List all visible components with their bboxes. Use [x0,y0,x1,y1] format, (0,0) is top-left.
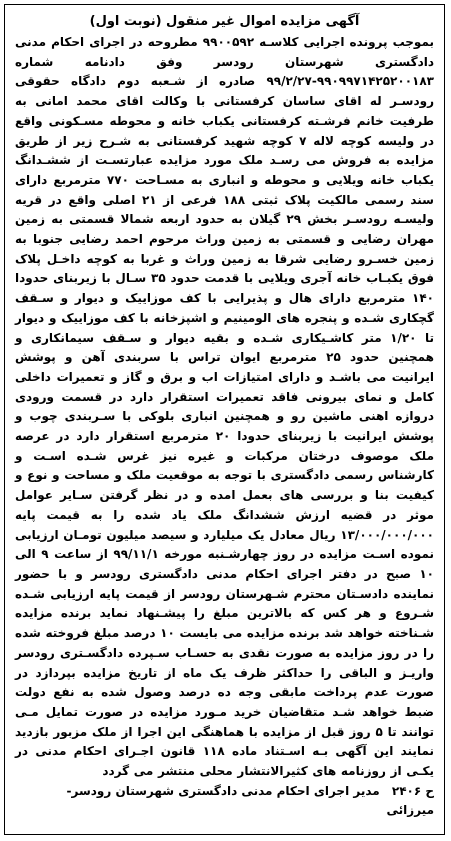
notice-title: آگهی مزایده اموال غیر منقول (نوبت اول) [89,14,360,29]
signature-text: مدیر اجرای احکام مدنی دادگستری شهرستان رودسر- میرزائی [66,783,434,818]
notice-body: بموجب پرونده اجرایی کلاسـه ۹۹۰۰۵۹۲ مطروحه در اجرای احکام مدنی دادگستری شهرستان رودسر وفق دادنامه شماره ۹۹۰۹۹۷۱۴۲۵۲۰۰۱۸۳-۹۹/۲/۲۷ صادره از شـعبه دوم دادگاه حقوقی رودسـر له اقای ساسان کرفستانی با وکالت اقای محمد امانی به طرفیت خانم فرشـته کرفستانی یکباب خانه و محوطه مسـکونی واقع در ولیسه کوچه لاله ۷ کوچه شهید کرفستانی به شـرح زیر از طریق مزایده به فروش می رسـد ملک مورد مزایده عبارتسـت از ششـدانگ یکباب خانه ویلایی و محوطه و انباری به مسـاحت ۷۷۰ مترمربع دارای سند رسمی مالکیت پلاک ثبتی ۱۸۸ فرعی از ۲۱ اصلی واقع در قریه ولیسـه رودسـر بخش ۲۹ گیلان به حدود اربعه شمالا قسمتی به زمین مهران رضایی و قسمتی به زمین وراث مرحوم احمد رضایی جنوبا به زمین خسـرو رضایی شرقا به زمین وراث و غربا به کوچه داخـل پلاک فوق یکبـاب خانه آجری ویلایی با قدمت حدود ۳۵ سـال با زیربنای حدودا ۱۴۰ مترمربع دارای هال و پذیرایی با کف موزاییک و دیوار و سـقف گچکاری شـده و پنجره های الومینیم و اشپزخانه با کف موزاییک و دیوار تا ۱/۲۰ متر کاشـیکاری شـده و بقیه دیوار و سـقف سیمانکاری و همچنین حدود ۲۵ مترمربع ایوان تراس با سربندی آهن و پوشش ایرانیت می باشـد و دارای امتیازات اب و برق و گاز و تعمیرات داخلی کامل و نمای بیرونی فاقد تعمیرات استقرار دارد در قسمت ورودی دروازه اهنی ماشین رو و همچنین انباری بلوکی با سـربندی چوب و پوشش ایرانیت با زیربنای حدودا ۲۰ مترمربع استقرار دارد در عرصه ملک موصوف درختان مرکبات و غیره نیز غرس شـده اسـت و کارشناس رسمی دادگستری با توجه به موقعیت ملک و مساحت و نوع و کیفیت بنا و بررسی های بعمل امده و در نظر گرفتن سـایر عوامل موثر در قضیه ارزش ششدانگ ملک یاد شده را به قیمت پایه ۱۳/۰۰۰/۰۰۰/۰۰۰ ریال معادل یک میلیارد و سیصد میلیون تومـان ارزیابی نموده اسـت مزایده در روز چهارشـنبه مورخه ۹۹/۱۱/۱ از ساعت ۹ الی ۱۰ صبح در دفتر اجرای احکام مدنی دادگستری رودسر و با حضور نماینده دادسـتان محترم شـهرستان رودسر از قیمت پایه ارزیابی شـده شـروع و هر کس که بالاترین مبلغ را پیشـنهاد نماید برنده مزایده شـناخته خواهد شد برنده مزایده می بایست ۱۰ درصد مبلغ فروخته شده را در روز مزایده به صورت نقدی به حسـاب سـپرده دادگسـتری رودسر واریـز و الباقی را حداکثر ظرف یک ماه از تاریخ مزایده بپردازد در صورت عدم پرداخت مابقی وجه ده درصد وصول شده به نفع دولت ضبط خواهد شـد متقاضیان خرید مـورد مزایده در صورت تمایل مـی توانند تا ۵ روز قبل از مزایده با هماهنگی این اجرا از ملک مزبور بازدید نمایند این آگهی بـه اسـتناد ماده ۱۱۸ قانون اجـرای احکام مدنی در یکـی از روزنامه های کثیرالانتشار محلی منتشر می گردد [15,35,435,779]
signature-code: ح ۲۴۰۶ [391,783,434,798]
auction-notice [4,4,445,835]
notice-signature [15,782,434,821]
